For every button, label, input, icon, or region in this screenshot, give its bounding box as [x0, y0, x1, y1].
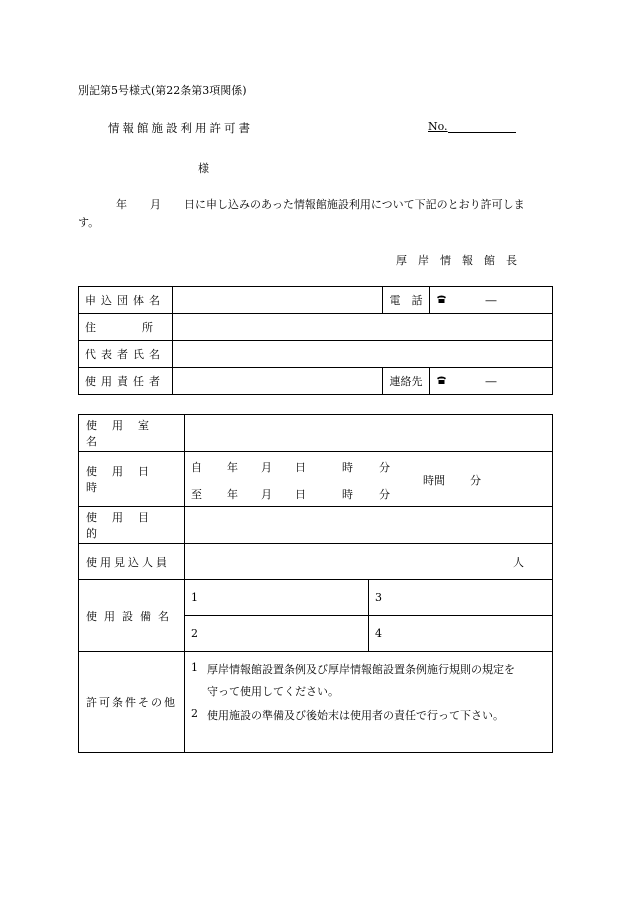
equipment-3-input[interactable]: [369, 580, 553, 616]
telephone-icon: [436, 294, 448, 304]
rep-label-cell: [79, 341, 173, 368]
datetime-label: 使用日時: [86, 465, 164, 494]
room-label: 使用室名: [86, 419, 164, 448]
phone-dash: ―: [485, 293, 497, 307]
purpose-label: 使用目的: [86, 511, 164, 540]
condition-2-num: 2: [191, 707, 198, 720]
people-label-cell: [79, 544, 185, 580]
rep-input[interactable]: [173, 341, 553, 368]
body-month: 月: [150, 198, 161, 211]
from-year: 年: [227, 461, 238, 474]
duration-hours: 時間: [423, 474, 445, 487]
conditions-label: 許可条件その他: [86, 696, 177, 709]
condition-1-line1: 厚岸情報館設置条例及び厚岸情報館設置条例施行規則の規定を: [207, 663, 515, 676]
from-minute: 分: [379, 461, 390, 474]
to-year: 年: [227, 488, 238, 501]
from-hour: 時: [342, 461, 353, 474]
org-label: 申込団体名: [85, 294, 165, 307]
equipment-4-input[interactable]: [369, 616, 553, 652]
equipment-3-num: 3: [375, 591, 382, 604]
manager-label: 使用責任者: [85, 375, 165, 388]
body-text-line1: 日に申し込みのあった情報館施設利用について下記のとおり許可しま: [184, 198, 525, 211]
applicant-table: [78, 286, 553, 395]
to-minute: 分: [379, 488, 390, 501]
duration-minutes: 分: [470, 474, 481, 487]
purpose-label-cell: [79, 507, 185, 544]
datetime-label-cell: [79, 452, 185, 507]
usage-table: [78, 414, 553, 753]
document-title: 情報館施設利用許可書: [108, 121, 253, 135]
condition-1-line2: 守って使用してください。: [207, 685, 339, 698]
from-day: 日: [295, 461, 306, 474]
datetime-input[interactable]: [185, 452, 553, 507]
equipment-4-num: 4: [375, 627, 382, 640]
contact-dash: ―: [485, 374, 497, 388]
conditions-cell: [185, 652, 553, 753]
form-reference: 別記第5号様式(第22条第3項関係): [78, 84, 247, 97]
manager-input[interactable]: [173, 368, 383, 395]
to-label: 至: [191, 488, 202, 501]
telephone-icon: [436, 375, 448, 385]
rep-label: 代表者氏名: [85, 348, 165, 361]
purpose-input[interactable]: [185, 507, 553, 544]
contact-input[interactable]: [430, 368, 553, 395]
equipment-label-cell: [79, 580, 185, 652]
room-label-cell: [79, 415, 185, 452]
equipment-1-input[interactable]: [185, 580, 369, 616]
equipment-label: 使用設備名: [86, 609, 176, 623]
address-label: 住 所: [85, 321, 161, 334]
people-label: 使用見込人員: [86, 555, 170, 569]
people-unit: 人: [513, 555, 524, 569]
condition-1-num: 1: [191, 661, 198, 674]
number-label: No.: [428, 120, 448, 133]
number-field[interactable]: [428, 120, 516, 133]
people-input[interactable]: [185, 544, 553, 580]
manager-label-cell: [79, 368, 173, 395]
issuer: 厚岸情報館長: [396, 254, 528, 267]
to-month: 月: [261, 488, 272, 501]
conditions-label-cell: [79, 652, 185, 753]
phone-label-cell: [383, 287, 430, 314]
to-hour: 時: [342, 488, 353, 501]
to-day: 日: [295, 488, 306, 501]
condition-2-text: 使用施設の準備及び後始末は使用者の責任で行って下さい。: [207, 709, 504, 722]
contact-label: 連絡先: [389, 375, 423, 388]
body-text-line2: す。: [78, 216, 100, 229]
equipment-2-num: 2: [191, 627, 198, 640]
addressee-suffix: 様: [198, 162, 209, 175]
equipment-2-input[interactable]: [185, 616, 369, 652]
from-label: 自: [191, 461, 202, 474]
body-year: 年: [116, 198, 127, 211]
equipment-1-num: 1: [191, 591, 198, 604]
contact-label-cell: [383, 368, 430, 395]
org-input[interactable]: [173, 287, 383, 314]
address-label-cell: [79, 314, 173, 341]
room-input[interactable]: [185, 415, 553, 452]
from-month: 月: [261, 461, 272, 474]
address-input[interactable]: [173, 314, 553, 341]
org-label-cell: [79, 287, 173, 314]
phone-input[interactable]: [430, 287, 553, 314]
phone-label: 電 話: [389, 294, 423, 307]
